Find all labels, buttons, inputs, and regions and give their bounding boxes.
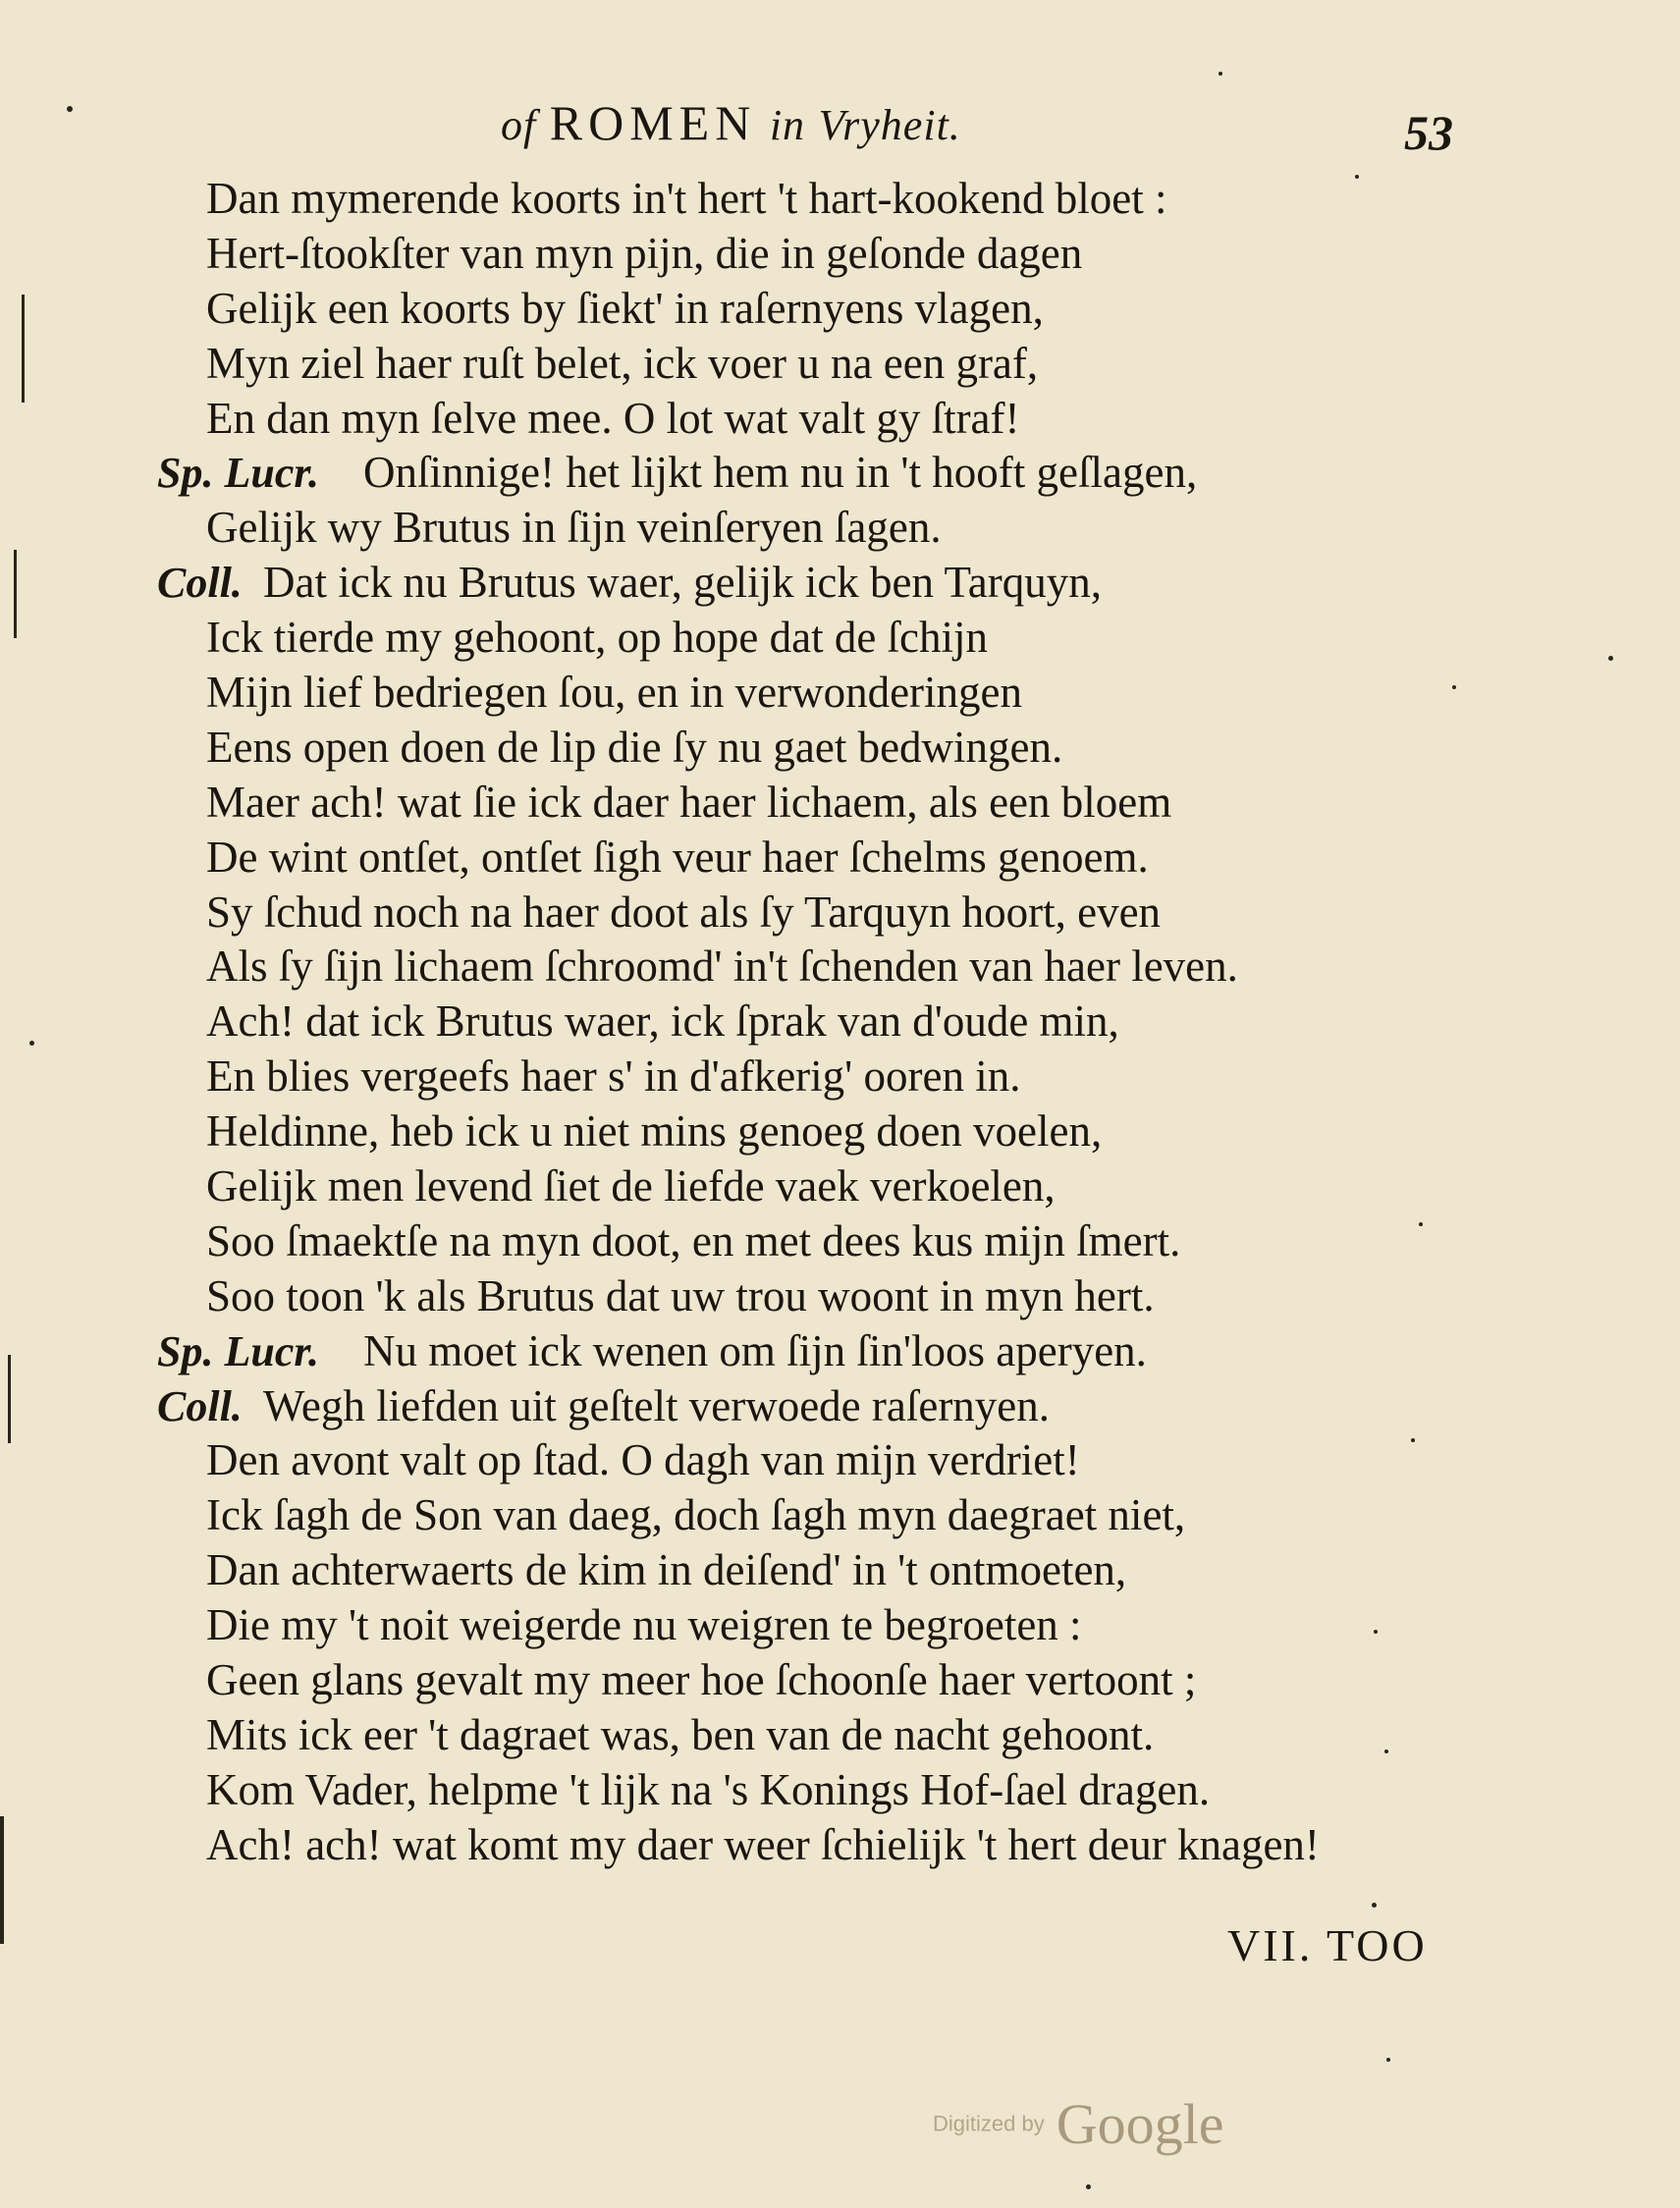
verse-text: Soo toon 'k als Brutus dat uw trou woont in myn hert.: [206, 1270, 1155, 1320]
verse-text: Gelijk men levend ſiet de liefde vaek verkoelen,: [206, 1161, 1056, 1212]
verse-text: Dan mymerende koorts in't hert 't hart-kookend bloet :: [206, 174, 1167, 223]
verse-line: [157, 721, 1532, 776]
verse-text: Wegh liefden uit geſtelt verwoede raſernyen.: [263, 1380, 1051, 1430]
speck: [1419, 1222, 1423, 1226]
watermark-label: Digitized by: [933, 2111, 1045, 2136]
verse-line: [157, 1214, 1532, 1269]
verse-line: [157, 1050, 1532, 1104]
verse-text: Nu moet ick wenen om ſijn ſin'loos aperyen.: [363, 1325, 1147, 1375]
verse-line: [157, 666, 1532, 721]
verse-text: Dat ick nu Brutus waer, gelijk ick ben Tarquyn,: [263, 558, 1103, 608]
verse-text: Myn ziel haer ruſt belet, ick voer u na een graf,: [206, 338, 1039, 388]
verse-text: Ick tierde my gehoont, op hope dat de ſchijn: [206, 613, 989, 663]
verse-text: Als ſy ſijn lichaem ſchroomd' in't ſchenden van haer leven.: [206, 942, 1238, 992]
speaker-label: Sp. Lucr.: [157, 1326, 320, 1375]
speck: [1608, 656, 1613, 661]
running-title: [501, 94, 961, 151]
verse-line: [157, 227, 1532, 282]
verse-line: [157, 1708, 1532, 1763]
verse-text: Eens open doen de lip die ſy nu gaet bedwingen.: [206, 722, 1063, 772]
verse-line: [157, 1598, 1532, 1653]
verse-text: Dan achterwaerts de kim in deiſend' in 't ontmoeten,: [206, 1545, 1127, 1595]
verse-line: [157, 995, 1532, 1050]
verse-line: [157, 337, 1532, 392]
verse-line: [157, 1488, 1532, 1543]
verse-text: Hert-ſtookſter van myn pijn, die in geſonde dagen: [206, 228, 1083, 278]
left-edge-mark: [14, 550, 17, 638]
speck: [1374, 1630, 1378, 1634]
verse-text: Ach! ach! wat komt my daer weer ſchielijk 't hert deur knagen!: [206, 1819, 1320, 1869]
verse-line: [157, 1324, 1532, 1379]
verse-text: Ick ſagh de Son van daeg, doch ſagh myn daegraet niet,: [206, 1490, 1186, 1540]
verse-text: Kom Vader, helpme 't lijk na 's Konings Hof-ſael dragen.: [206, 1764, 1211, 1814]
verse-line: [157, 1763, 1532, 1818]
verse-line: [157, 1433, 1532, 1488]
verse-text: Soo ſmaektſe na myn doot, en met dees kus mijn ſmert.: [206, 1215, 1181, 1266]
verse-line: [157, 886, 1532, 941]
running-title-suffix: Vryheit.: [818, 101, 961, 149]
verse-text: Den avont valt op ſtad. O dagh van mijn verdriet!: [206, 1435, 1080, 1485]
speck: [67, 106, 73, 112]
page-number: 53: [1404, 105, 1453, 160]
verse-line: [157, 831, 1532, 886]
verse-text: Die my 't noit weigerde nu weigren te begroeten :: [206, 1600, 1082, 1650]
verse-line: [157, 1818, 1532, 1873]
verse-line: [157, 282, 1532, 337]
left-edge-mark: [22, 295, 25, 403]
verse-text: Heldinne, heb ick u niet mins genoeg doen voelen,: [206, 1106, 1103, 1157]
verse-line: [157, 1653, 1532, 1708]
running-title-prefix: of: [501, 101, 537, 149]
verse-line: [157, 1543, 1532, 1598]
verse-line: [157, 1159, 1532, 1214]
left-edge-mark: [0, 1816, 4, 1944]
verse-line: [157, 446, 1532, 501]
verse-line: [157, 940, 1532, 995]
verse-text: Geen glans gevalt my meer hoe ſchoonſe haer vertoont ;: [206, 1655, 1197, 1705]
speck: [1452, 685, 1456, 689]
speck: [1372, 1903, 1377, 1908]
verse-line: [157, 392, 1532, 447]
verse-line: [157, 1104, 1532, 1159]
verse-text: En dan myn ſelve mee. O lot wat valt gy ſtraf!: [206, 393, 1020, 443]
speck: [1386, 2058, 1390, 2062]
verse-line: [157, 611, 1532, 666]
running-title-infix: in: [769, 101, 806, 149]
speaker-label: Coll.: [157, 559, 243, 608]
verse-text: Sy ſchud noch na haer doot als ſy Tarquyn hoort, even: [206, 887, 1162, 937]
speck: [1219, 72, 1222, 76]
verse-line: [157, 1269, 1532, 1324]
speck: [1355, 175, 1359, 179]
running-head: [0, 94, 1680, 163]
verse-text: Gelijk wy Brutus in ſijn veinſeryen ſagen.: [206, 503, 942, 553]
speck: [1411, 1438, 1415, 1442]
verse-text: Onſinnige! het lijkt hem nu in 't hooft geſlagen,: [363, 448, 1198, 498]
speck: [29, 1041, 34, 1046]
verse-text: Gelijk een koorts by ſiekt' in raſernyens vlagen,: [206, 283, 1044, 333]
verse-text: Maer ach! wat ſie ick daer haer lichaem, als een bloem: [206, 777, 1172, 827]
speck: [1384, 1750, 1388, 1753]
verse-block: [157, 172, 1532, 1873]
verse-text: Mijn lief bedriegen ſou, en in verwonderingen: [206, 668, 1023, 718]
verse-text: Ach! dat ick Brutus waer, ick ſprak van d'oude min,: [206, 996, 1119, 1047]
left-edge-mark: [8, 1355, 11, 1443]
verse-line: [157, 556, 1532, 611]
speaker-label: Coll.: [157, 1381, 243, 1430]
verse-line: [157, 1379, 1532, 1434]
running-title-main: ROMEN: [549, 95, 757, 150]
verse-line: [157, 172, 1532, 227]
verse-text: En blies vergeefs haer s' in d'afkerig' ooren in.: [206, 1051, 1021, 1102]
google-logo: Google: [1056, 2092, 1224, 2156]
verse-text: Mits ick eer 't dagraet was, ben van de nacht gehoont.: [206, 1709, 1155, 1759]
verse-line: [157, 501, 1532, 556]
verse-text: De wint ontſet, ontſet ſigh veur haer ſchelms genoem.: [206, 832, 1149, 882]
speaker-label: Sp. Lucr.: [157, 449, 320, 498]
catchword: VII. TOO: [1227, 1920, 1428, 1970]
digitization-watermark: [933, 2091, 1223, 2157]
verse-line: [157, 776, 1532, 831]
speck: [1086, 2184, 1091, 2189]
